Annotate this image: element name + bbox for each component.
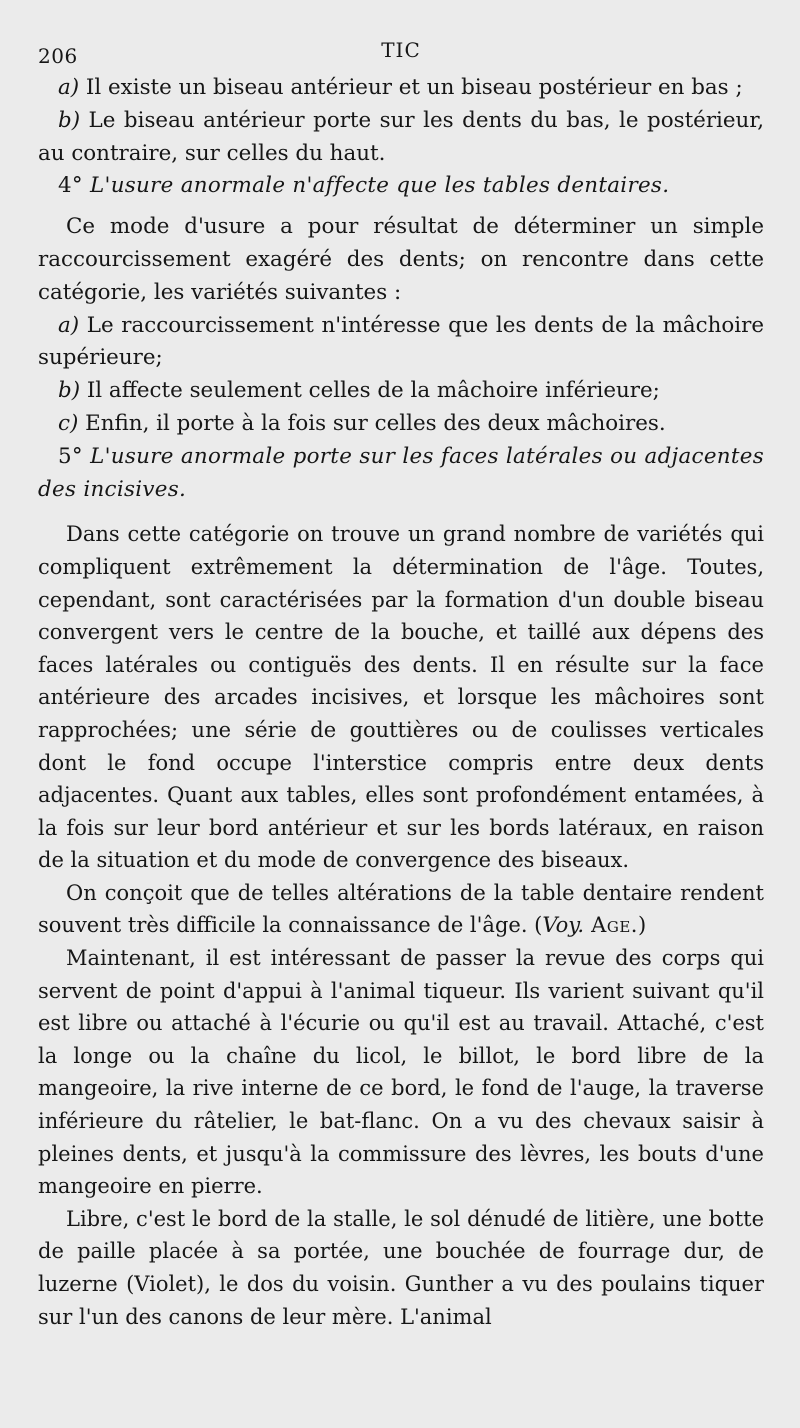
page-number: 206 xyxy=(38,44,78,68)
running-title: TIC xyxy=(381,38,421,62)
list-item-a-second: a) Le raccourcissement n'intéresse que les dents de la mâchoire supérieure; xyxy=(38,312,764,371)
list-item-a-first: a) Il existe un biseau antérieur et un biseau postérieur en bas ; xyxy=(58,75,743,100)
paragraph-support-points: Maintenant, il est intéressant de passer la revue des corps qui servent de point d'appui à l'animal tiqueur. Ils varient suivant qu'il est libre ou attaché à l'écurie ou qu'il est au travail. Attaché, c'est la longe ou la chaîne du licol, le billot, le bord libre de la mangeoire, la rive interne de ce bord, le fond de l'auge, la traverse inférieure du râtelier, le bat-flanc. On a vu des chevaux saisir à pleines dents, et jusqu'à la commissure des lèvres, les bouts d'une mangeoire en pierre. xyxy=(38,946,764,1199)
paragraph-categories: Dans cette catégorie on trouve un grand nombre de variétés qui compliquent extrêmement la détermination de l'âge. Toutes, cependant, sont caractérisées par la formation d'un double biseau convergent vers le centre de la bouche, et taillé aux dépens des faces latérales ou contiguës des dents. Il en résulte sur la face antérieure des arcades incisives, et lorsque les mâchoires sont rapprochées; une série de gouttières ou de coulisses verticales dont le fond occupe l'interstice compris entre deux dents adjacentes. Quant aux tables, elles sont profondément entamées, à la fois sur leur bord antérieur et sur les bords latéraux, en raison de la situation et du mode de convergence des biseaux. xyxy=(38,522,764,873)
section-heading-5: 5° L'usure anormale porte sur les faces latérales ou adjacentes des incisives. xyxy=(38,443,764,502)
section-heading-4: 4° L'usure anormale n'affecte que les tables dentaires. xyxy=(58,173,670,199)
list-item-c-second: c) Enfin, il porte à la fois sur celles des deux mâchoires. xyxy=(58,410,666,436)
paragraph-intro: Ce mode d'usure a pour résultat de déterminer un simple raccourcissement exagéré des dents; on rencontre dans cette catégorie, les variétés suivantes : xyxy=(38,214,764,305)
list-item-b-second: b) Il affecte seulement celles de la mâchoire inférieure; xyxy=(58,378,660,404)
page-header xyxy=(38,30,764,72)
list-item-b-first: b) Le biseau antérieur porte sur les dents du bas, le postérieur, au contraire, sur celles du haut. xyxy=(38,107,764,166)
paragraph-alterations: On conçoit que de telles altérations de la table dentaire rendent souvent très difficile la connaissance de l'âge. (Voy. Age.) xyxy=(38,880,764,938)
main-text-block xyxy=(38,518,764,1333)
paragraph-free-animal: Libre, c'est le bord de la stalle, le sol dénudé de litière, une botte de paille placée à sa portée, une bouchée de fourrage dur, de luzerne (Violet), le dos du voisin. Gunther a vu des poulains tiquer sur l'un des canons de leur mère. L'animal xyxy=(38,1206,764,1329)
page-body xyxy=(38,72,764,1333)
